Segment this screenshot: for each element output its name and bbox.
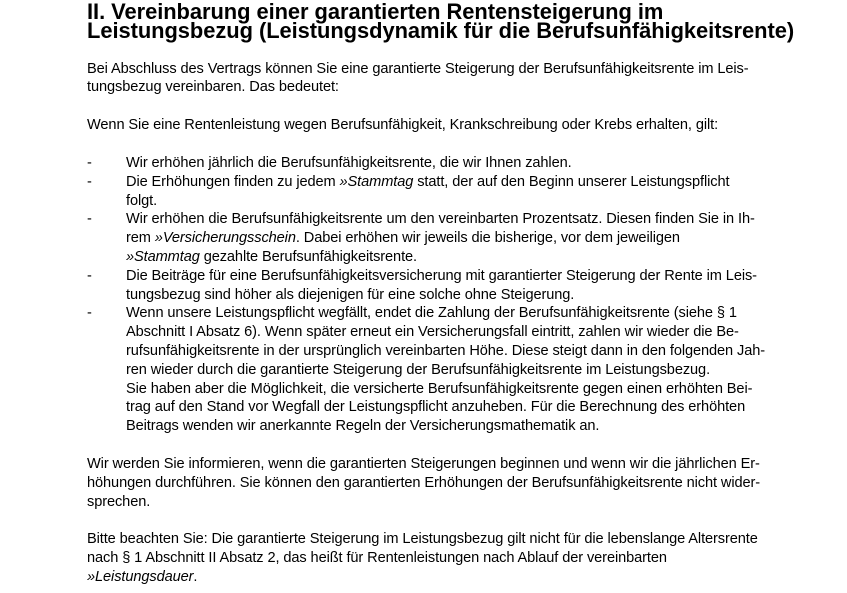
- list-item-text: Wir erhöhen die Berufsunfähigkeitsrente um den vereinbarten Prozentsatz. Diesen finden Sie in Ih-: [126, 211, 755, 228]
- list-item-text: Die Erhöhungen finden zu jedem: [126, 173, 340, 190]
- list-item-text: Die Beiträge für eine Berufsunfähigkeitsversicherung mit garantierter Steigerung der Rente im Leis-: [126, 267, 757, 284]
- dash-bullet: -: [87, 173, 92, 190]
- info-line: Wir werden Sie informieren, wenn die garantierten Steigerungen beginnen und wenn wir die jährlichen Er-: [87, 455, 760, 472]
- conditions-list: [87, 154, 817, 436]
- list-item-text: tungsbezug sind höher als diejenigen für eine solche ohne Steigerung.: [126, 286, 575, 303]
- list-item-text: statt, der auf den Beginn unserer Leistungspflicht: [413, 173, 730, 190]
- document-page: [87, 0, 817, 587]
- list-item-text: trag auf den Stand vor Wegfall der Leistungspflicht anzuheben. Für die Berechnung des erhöhten: [126, 399, 746, 416]
- note-line: nach § 1 Abschnitt II Absatz 2, das heißt für Rentenleistungen nach Ablauf der vereinbarten: [87, 550, 667, 567]
- info-line: sprechen.: [87, 493, 151, 510]
- list-item-text: Sie haben aber die Möglichkeit, die versicherte Berufsunfähigkeitsrente gegen einen erhöhten Bei-: [126, 380, 753, 397]
- dash-bullet: -: [87, 154, 92, 171]
- defined-term: »Leistungsdauer: [87, 568, 194, 585]
- list-item-text: rufsunfähigkeitsrente in der ursprünglich vereinbarten Höhe. Diese steigt dann in den folgenden Jah-: [126, 342, 766, 359]
- condition-paragraph: Wenn Sie eine Rentenleistung wegen Berufsunfähigkeit, Krankschreibung oder Krebs erhalten, gilt:: [87, 117, 719, 134]
- note-line: Bitte beachten Sie: Die garantierte Steigerung im Leistungsbezug gilt nicht für die lebenslange Altersrente: [87, 531, 758, 548]
- list-item-text: Abschnitt I Absatz 6). Wenn später erneut ein Versicherungsfall eintritt, zahlen wir wieder die Be-: [126, 324, 739, 341]
- defined-term: »Stammtag: [339, 173, 414, 190]
- list-item-text: Wir erhöhen jährlich die Berufsunfähigkeitsrente, die wir Ihnen zahlen.: [126, 154, 572, 171]
- list-item-text: Wenn unsere Leistungspflicht wegfällt, endet die Zahlung der Berufsunfähigkeitsrente (siehe § 1: [126, 305, 737, 322]
- list-item-text: rem: [126, 230, 155, 247]
- dash-bullet: -: [87, 305, 92, 322]
- note-paragraph: [87, 530, 817, 586]
- note-line: .: [193, 568, 198, 585]
- list-item-text: gezahlte Berufsunfähigkeitsrente.: [199, 248, 418, 265]
- list-item-text: ren wieder durch die garantierte Steigerung der Berufsunfähigkeitsrente im Leistungsbezug.: [126, 361, 711, 378]
- list-item-text: folgt.: [126, 192, 158, 209]
- info-line: höhungen durchführen. Sie können den garantierten Erhöhungen der Berufsunfähigkeitsrente nicht wider-: [87, 474, 761, 491]
- intro-paragraph: [87, 60, 817, 98]
- list-item: [87, 154, 817, 173]
- list-item: [87, 304, 817, 436]
- intro-line: tungsbezug vereinbaren. Das bedeutet:: [87, 79, 339, 96]
- defined-term: »Versicherungsschein: [154, 230, 296, 247]
- list-item: [87, 210, 817, 266]
- list-item-text: Beitrags wenden wir anerkannte Regeln der Versicherungsmathematik an.: [126, 418, 600, 435]
- list-item: [87, 267, 817, 305]
- defined-term: »Stammtag: [126, 248, 200, 265]
- section-heading: II. Vereinbarung einer garantierten Rentensteigerung im Leistungsbezug (Leistungsdynamik für die Berufsunfähigkeitsrente): [87, 0, 795, 43]
- dash-bullet: -: [87, 267, 92, 284]
- list-item: [87, 173, 817, 211]
- list-item-text: . Dabei erhöhen wir jeweils die bisherige, vor dem jeweiligen: [295, 230, 680, 247]
- information-paragraph: [87, 455, 817, 511]
- dash-bullet: -: [87, 211, 92, 228]
- intro-line: Bei Abschluss des Vertrags können Sie eine garantierte Steigerung der Berufsunfähigkeitsrente im Leis-: [87, 60, 749, 77]
